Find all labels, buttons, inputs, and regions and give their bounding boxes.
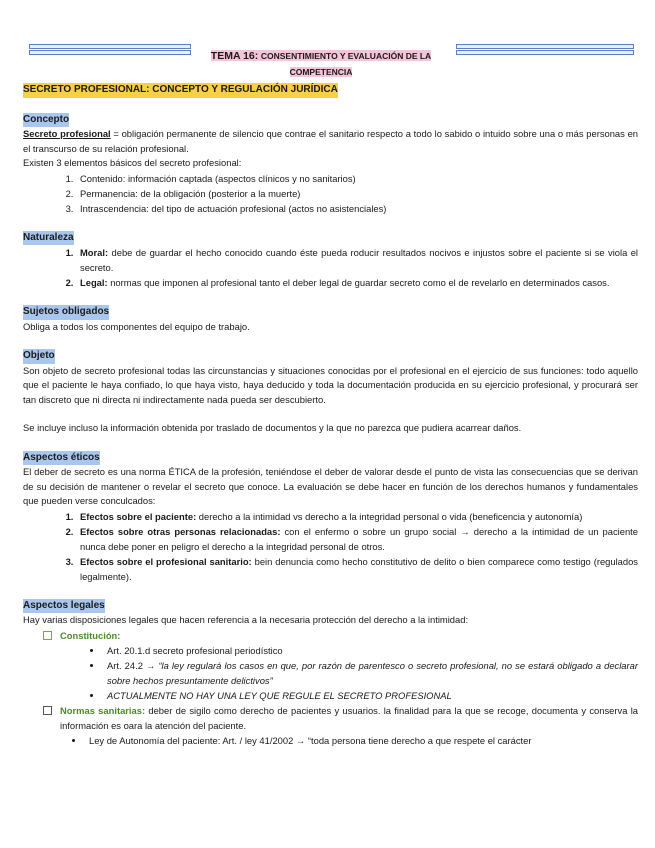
objeto-paragraph: Son objeto de secreto profesional todas las circunstancias y situaciones conocidas por el profesional en el ejercicio de sus funciones: todo aquello que el paciente le haya confiado, lo que haya visto, haya deducido y toda la documentación producida en su ejercicio profesional, y procurará ser tan discreto que ni directa ni indirectamente nada pueda ser descubierto. bbox=[23, 364, 638, 405]
list-item: 2. Permanencia: de la obligación (posterior a la muerte) bbox=[76, 186, 638, 201]
list-item: 2. Legal: normas que imponen al profesional tanto el deber legal de guardar secreto como el de revelarlo en determinados casos. bbox=[76, 275, 638, 290]
list-item: 1. Efectos sobre el paciente: derecho a la intimidad vs derecho a la integridad personal o vida (beneficencia y autonomía) bbox=[76, 509, 638, 524]
decorative-bar bbox=[29, 44, 191, 49]
decorative-bar bbox=[456, 50, 634, 55]
checkbox-icon[interactable] bbox=[43, 631, 52, 640]
document-subtitle: SECRETO PROFESIONAL: CONCEPTO Y REGULACIÓN JURÍDICA bbox=[23, 83, 338, 98]
sanitarias-label: Normas sanitarias: bbox=[60, 704, 146, 716]
list-item: • ACTUALMENTE NO HAY UNA LEY QUE REGULE EL SECRETO PROFESIONAL bbox=[103, 688, 638, 703]
list-item: 3. Intrascendencia: del tipo de actuación profesional (actos no asistenciales) bbox=[76, 201, 638, 216]
page-title bbox=[207, 48, 435, 80]
concepto-intro: Existen 3 elementos básicos del secreto profesional: bbox=[23, 157, 242, 168]
section-heading-sujetos: Sujetos obligados bbox=[23, 305, 109, 320]
eticos-list bbox=[23, 509, 638, 584]
concepto-definition: Secreto profesional = obligación permanente de silencio que contrae el sanitario respecto a todo lo sabido o intuido sobre una o más personas en el transcurso de su relación profesional. bbox=[23, 128, 638, 154]
naturaleza-list bbox=[23, 245, 638, 290]
list-item: 3. Efectos sobre el profesional sanitario: bein denuncia como hecho constitutivo de delito o bien comparece como testigo (regulados legalmente). bbox=[76, 554, 638, 584]
section-heading-objeto: Objeto bbox=[23, 349, 55, 364]
legales-intro: Hay varias disposiciones legales que hacen referencia a la necesaria protección del derecho a la intimidad: bbox=[23, 614, 469, 625]
list-item: • Art. 20.1.d secreto profesional periodístico bbox=[103, 643, 638, 658]
decorative-bar bbox=[456, 44, 634, 49]
title-row bbox=[23, 40, 638, 82]
section-heading-eticos: Aspectos éticos bbox=[23, 451, 100, 466]
list-item: 1. Contenido: información captada (aspectos clínicos y no sanitarios) bbox=[76, 171, 638, 186]
list-item: • Art. 24.2 → “la ley regulará los casos en que, por razón de parentesco o secreto profesional, no se estará obligado a declarar sobre hechos presuntamente delictivos” bbox=[103, 658, 638, 688]
title-line1: CONSENTIMIENTO Y EVALUACIÓN DE LA bbox=[260, 51, 432, 61]
section-heading-legales: Aspectos legales bbox=[23, 599, 105, 614]
constitucion-list bbox=[23, 643, 638, 703]
sujetos-text: Obliga a todos los componentes del equipo de trabajo. bbox=[23, 320, 250, 332]
decorative-bar bbox=[29, 50, 191, 55]
title-main: TEMA 16: bbox=[210, 50, 259, 62]
section-heading-naturaleza: Naturaleza bbox=[23, 231, 74, 246]
title-line2: COMPETENCIA bbox=[289, 67, 353, 77]
checklist-item: Normas sanitarias: deber de sigilo como derecho de pacientes y usuarios. la finalidad para la que se recoge, documenta y conserva la información es oara la atención del paciente. bbox=[23, 703, 638, 733]
constitucion-label: Constitución: bbox=[60, 629, 121, 641]
list-item: • Ley de Autonomía del paciente: Art. / ley 41/2002 → “toda persona tiene derecho a que respete el carácter bbox=[85, 733, 638, 748]
objeto-paragraph: Se incluye incluso la información obtenida por traslado de documentos y la que no parezca que pudiera acarrear daños. bbox=[23, 422, 522, 433]
checklist-item bbox=[23, 628, 638, 643]
list-item: 1. Moral: debe de guardar el hecho conocido cuando éste pueda roducir resultados nocivos e injustos sobre el paciente si se viola el secreto. bbox=[76, 245, 638, 275]
concepto-term: Secreto profesional bbox=[23, 128, 111, 139]
checkbox-icon[interactable] bbox=[43, 706, 52, 715]
concepto-list bbox=[23, 171, 638, 216]
section-heading-concepto: Concepto bbox=[23, 113, 69, 128]
eticos-paragraph: El deber de secreto es una norma ÉTICA de la profesión, teniéndose el deber de valorar desde el punto de vista las consecuencias que se derivan de su decisión de mantener o revelar el secreto que conoce. La evaluación se debe hacer en función de los derechos humanos y fundamentales que pueden verse conculcados: bbox=[23, 466, 638, 506]
sanitarias-list bbox=[23, 733, 638, 748]
list-item: 2. Efectos sobre otras personas relacionadas: con el enfermo o sobre un grupo social → derecho a la intimidad de un paciente nunca debe poner en peligro el derecho a la integridad personal de otros. bbox=[76, 524, 638, 554]
document-page bbox=[23, 40, 638, 748]
